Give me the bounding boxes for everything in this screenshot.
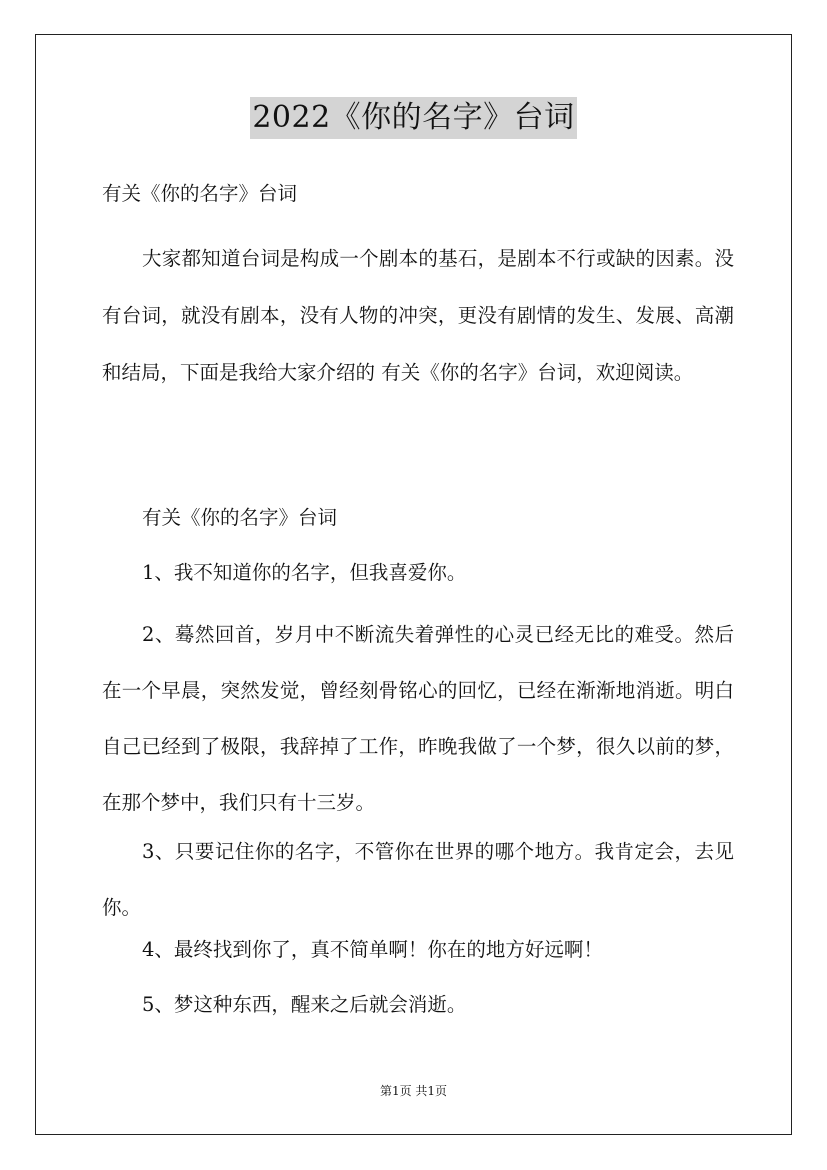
- page-footer: 第1页 共1页: [379, 1084, 448, 1098]
- document-title: 2022《你的名字》台词: [250, 97, 576, 139]
- quote-item-1: 1、我不知道你的名字，但我喜爱你。: [142, 561, 467, 584]
- title-container: [0, 97, 827, 139]
- quote-item-4: 4、最终找到你了，真不简单啊！你在的地方好远啊！: [142, 938, 603, 961]
- document-subtitle: 有关《你的名字》台词: [102, 182, 298, 205]
- section-heading: 有关《你的名字》台词: [142, 506, 338, 529]
- quote-item-2: 2、蓦然回首，岁月中不断流失着弹性的心灵已经无比的难受。然后在一个早晨，突然发觉，曾经刻骨铭心的回忆，已经在渐渐地消逝。明白自己已经到了极限，我辞掉了工作，昨晚我做了一个梦，很久以前的梦，在那个梦中，我们只有十三岁。: [102, 623, 734, 814]
- intro-paragraph: 大家都知道台词是构成一个剧本的基石，是剧本不行或缺的因素。没有台词，就没有剧本，没有人物的冲突，更没有剧情的发生、发展、高潮和结局，下面是我给大家介绍的 有关《你的名字》台词，欢迎阅读。: [102, 247, 734, 384]
- quote-item-3: 3、只要记住你的名字，不管你在世界的哪个地方。我肯定会，去见你。: [102, 840, 734, 919]
- quote-item-5: 5、梦这种东西，醒来之后就会消逝。: [142, 993, 467, 1016]
